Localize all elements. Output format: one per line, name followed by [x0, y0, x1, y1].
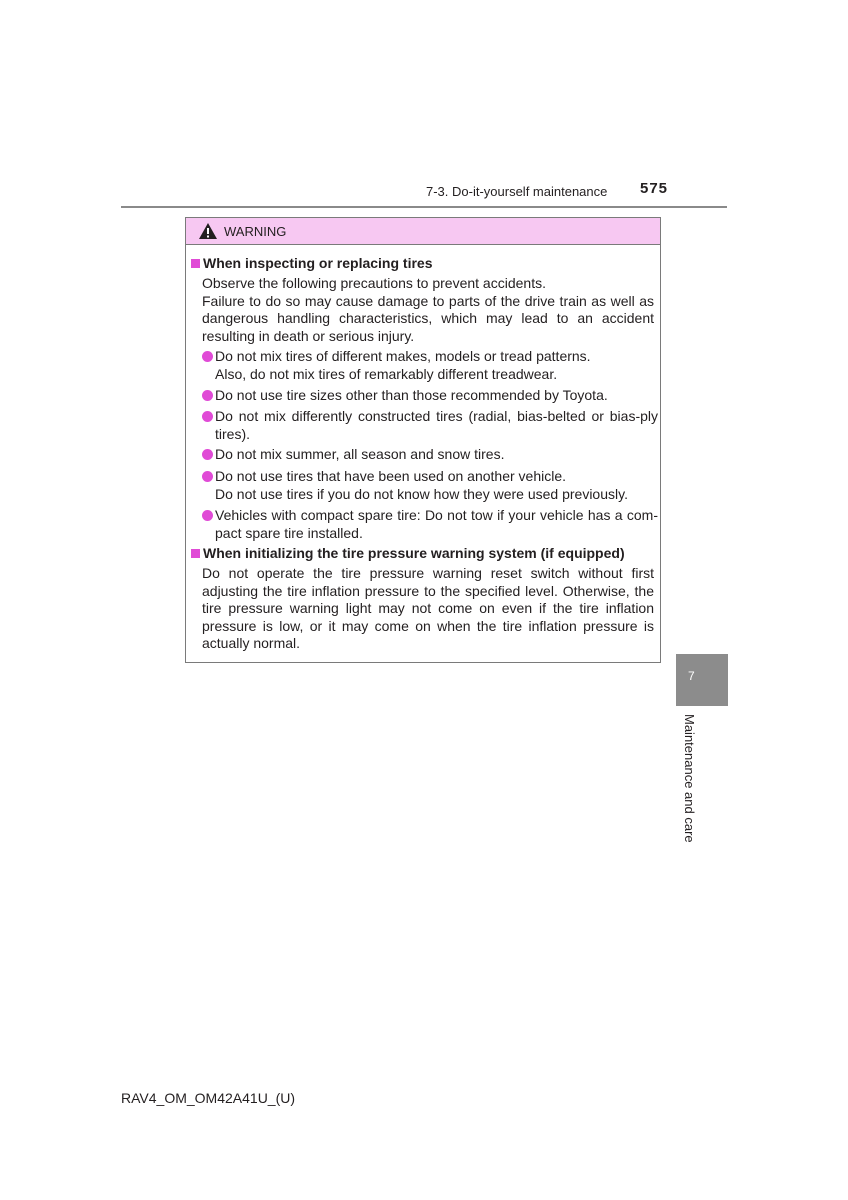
list-item-text: [215, 387, 658, 405]
list-item-line: pact spare tire installed.: [215, 524, 363, 541]
list-item-text: [215, 408, 658, 443]
list-item-line: Do not mix summer, all season and snow tires.: [215, 446, 505, 462]
square-bullet-icon: [191, 549, 200, 558]
body-paragraph: [202, 565, 654, 653]
list-item-line: Do not use tires if you do not know how they were used previously.: [215, 485, 628, 502]
warning-triangle-icon: [198, 222, 218, 240]
paragraph-line: Do not operate the tire pressure warning reset switch without first: [202, 565, 654, 581]
list-item-text: [215, 348, 658, 383]
section-heading: [191, 545, 625, 563]
list-item-text: [215, 468, 658, 503]
chapter-label: Maintenance and care: [682, 714, 697, 843]
chapter-tab: [676, 654, 728, 706]
warning-header: [186, 218, 660, 245]
chapter-number: 7: [688, 669, 695, 683]
bullet-dot-icon: [202, 390, 213, 401]
document-code: RAV4_OM_OM42A41U_(U): [121, 1090, 296, 1106]
bullet-dot-icon: [202, 471, 213, 482]
paragraph-line: actually normal.: [202, 635, 301, 651]
list-item-line: Do not use tire sizes other than those recommended by Toyota.: [215, 387, 608, 403]
section-heading-text: When initializing the tire pressure warning system (if equipped): [203, 545, 625, 561]
paragraph-line: Observe the following precautions to prevent accidents.: [202, 275, 546, 291]
list-item-line: Do not mix tires of different makes, models or tread patterns.: [215, 348, 591, 364]
section-heading: [191, 255, 432, 273]
list-item-line: Do not mix differently constructed tires (radial, bias-belted or bias-ply: [215, 408, 658, 424]
section-heading-text: When inspecting or replacing tires: [203, 255, 433, 271]
square-bullet-icon: [191, 259, 200, 268]
list-item-line: Also, do not mix tires of remarkably different treadwear.: [215, 365, 558, 382]
paragraph-line: Failure to do so may cause damage to parts of the drive train as well as: [202, 292, 654, 309]
list-item-line: tires).: [215, 425, 250, 442]
header-divider: [121, 206, 727, 208]
paragraph-line: adjusting the tire inflation pressure to the specified level. Otherwise, the: [202, 582, 654, 599]
paragraph-line: dangerous handling characteristics, which may lead to an accident: [202, 310, 654, 326]
bullet-dot-icon: [202, 351, 213, 362]
warning-title: WARNING: [224, 224, 287, 239]
section-title: 7-3. Do-it-yourself maintenance: [426, 184, 608, 199]
intro-paragraph: [202, 275, 654, 345]
bullet-dot-icon: [202, 411, 213, 422]
warning-box: [185, 217, 661, 663]
bullet-dot-icon: [202, 449, 213, 460]
list-item-line: Vehicles with compact spare tire: Do not tow if your vehicle has a com-: [215, 507, 658, 523]
page-number: 575: [640, 180, 669, 197]
paragraph-line: pressure is low, or it may come on when the tire inflation pressure is: [202, 617, 654, 634]
paragraph-line: tire pressure warning light may not come on even if the tire inflation: [202, 600, 654, 616]
bullet-dot-icon: [202, 510, 213, 521]
paragraph-line: resulting in death or serious injury.: [202, 327, 415, 344]
list-item-text: [215, 446, 658, 464]
list-item-text: [215, 507, 658, 542]
list-item-line: Do not use tires that have been used on another vehicle.: [215, 468, 567, 484]
